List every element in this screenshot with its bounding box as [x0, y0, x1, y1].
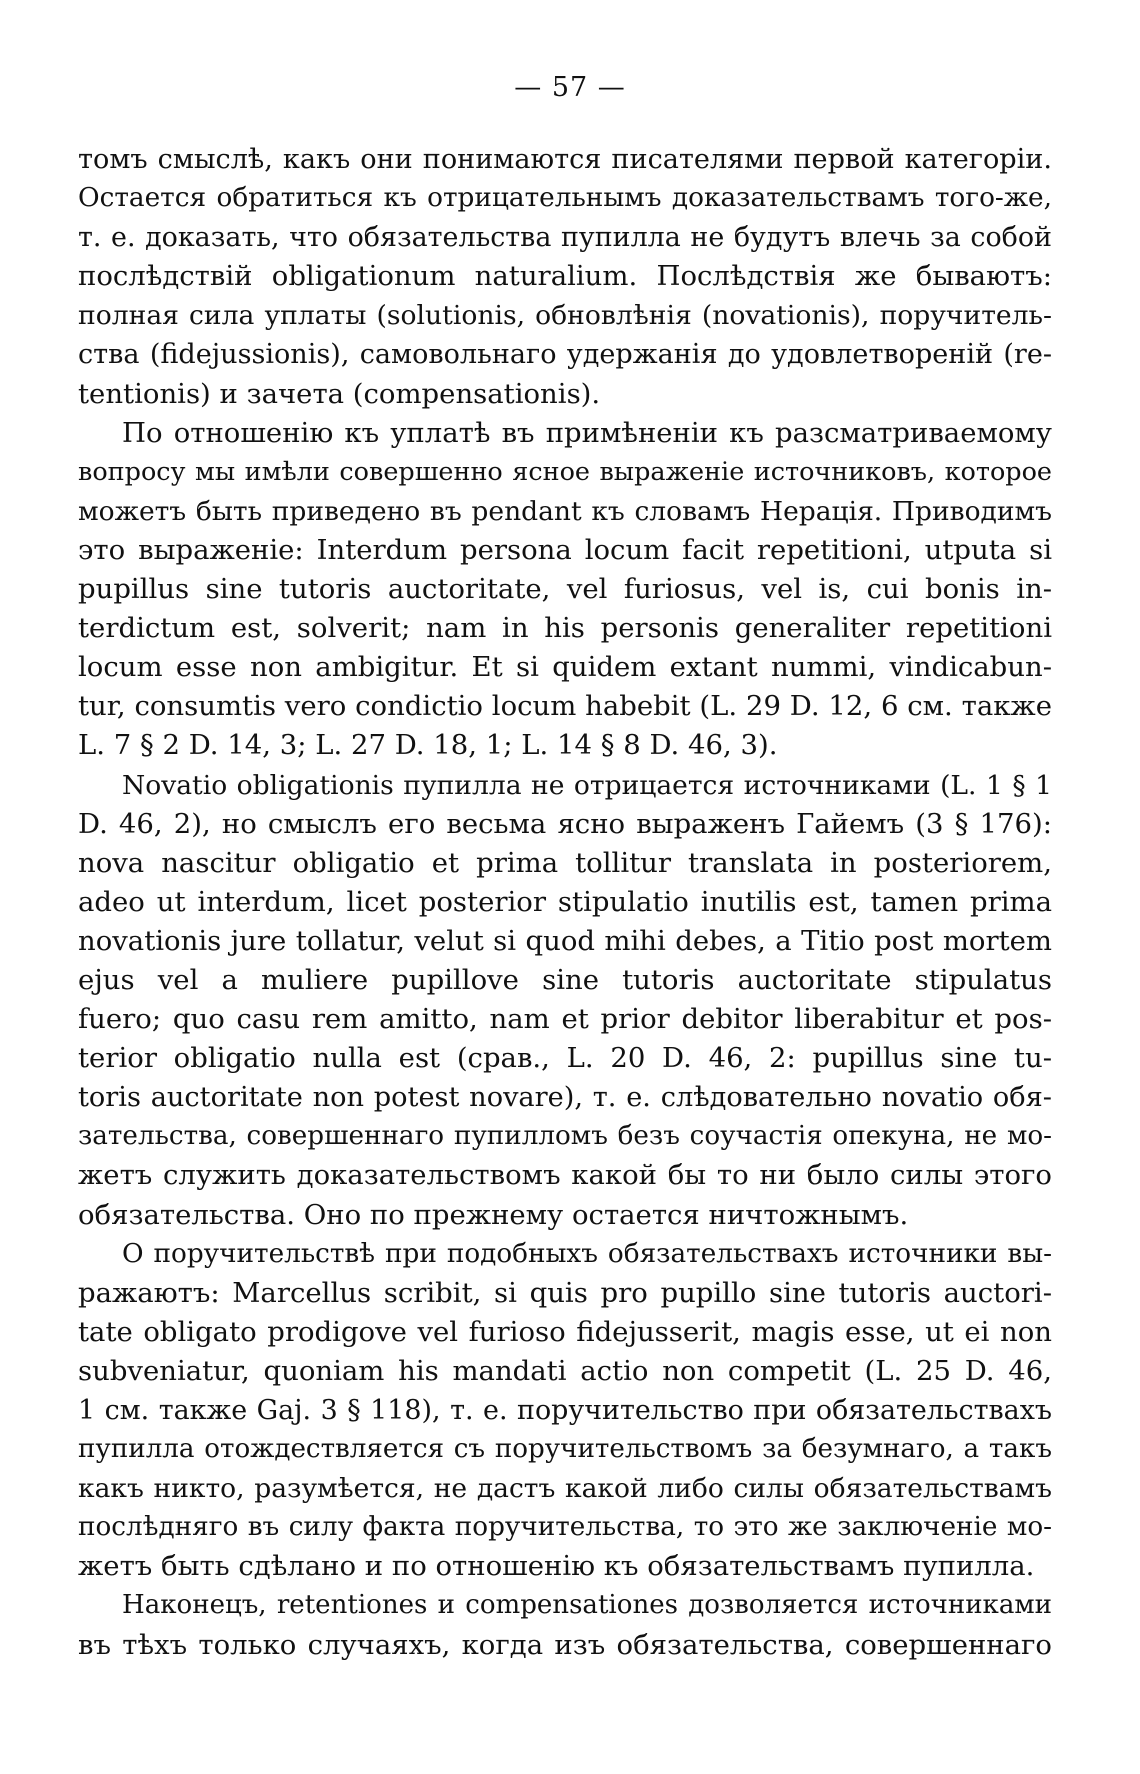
text-line: pupillus sine tutoris auctoritate, vel furiosus, vel is, cui bonis in- [78, 573, 1052, 606]
text-line: locum esse non ambigitur. Et si quidem extant nummi, vindicabun- [78, 651, 1052, 684]
text-line: tate obligato prodigove vel furioso fidejusserit, magis esse, ut ei non [78, 1315, 1052, 1348]
body-text [78, 140, 1052, 1665]
text-line: какъ никто, разумѣется, не дастъ какой либо силы обязательствамъ [78, 1473, 1052, 1505]
text-line: subveniatur, quoniam his mandati actio non competit (L. 25 D. 46, [78, 1354, 1052, 1387]
text-line: зательства, совершеннаго пупилломъ безъ соучастія опекуна, не мо- [78, 1121, 1052, 1152]
text-line: nova nascitur obligatio et prima tollitur translata in posteriorem, [78, 846, 1052, 879]
text-line: terdictum est, solverit; nam in his personis generaliter repetitioni [78, 612, 1052, 645]
text-line: томъ смыслѣ, какъ они понимаются писателями первой категоріи. [78, 144, 1052, 175]
page-number: — 57 — [514, 72, 626, 103]
text-line: это выраженіе: Interdum persona locum facit repetitioni, utputa si [78, 533, 1052, 566]
text-line: жетъ служить доказательствомъ какой бы то ни было силы этого [78, 1159, 1052, 1192]
paragraph-1 [78, 140, 1052, 414]
text-line: tentionis) и зачета (compensationis). [78, 377, 601, 410]
text-line: обязательства. Оно по прежнему остается ничтожнымъ. [78, 1198, 909, 1231]
text-line: послѣдняго въ силу факта поручительства, то это же заключеніе мо- [78, 1512, 1052, 1543]
text-line: ства (fidejussionis), самовольнаго удержанія до удовлетвореній (re- [78, 339, 1052, 371]
text-line: toris auctoritate non potest novare), т. е. слѣдовательно novatio обя- [78, 1082, 1052, 1114]
text-line: adeo ut interdum, licet posterior stipulatio inutilis est, tamen prima [78, 885, 1052, 918]
text-line: tur, consumtis vero condictio locum habebit (L. 29 D. 12, 6 см. также [78, 690, 1052, 723]
text-line: вопросу мы имѣли совершенно ясное выраженіе источниковъ, которое [78, 456, 1052, 487]
text-line: D. 46, 2), но смыслъ его весьма ясно выраженъ Гайемъ (3 § 176): [78, 807, 1052, 840]
text-line: Novatio obligationis пупилла не отрицается источниками (L. 1 § 1 [122, 769, 1052, 801]
text-line: пупилла отождествляется съ поручительствомъ за безумнаго, а такъ [78, 1434, 1052, 1465]
text-line: послѣдствій obligationum naturalium. Послѣдствія же бываютъ: [78, 260, 1052, 293]
text-line: novationis jure tollatur, velut si quod mihi debes, a Titio post mortem [78, 924, 1052, 957]
paragraph-2 [78, 414, 1052, 766]
text-line: 1 см. также Gaj. 3 § 118), т. е. поручительство при обязательствахъ [78, 1395, 1052, 1426]
text-line: въ тѣхъ только случаяхъ, когда изъ обязательства, совершеннаго [78, 1628, 1052, 1661]
text-line: Наконецъ, retentiones и compensationes дозволяется источниками [122, 1590, 1052, 1621]
text-line: т. е. доказать, что обязательства пупилла не будутъ влечь за собой [78, 222, 1052, 254]
paragraph-5 [78, 1586, 1052, 1664]
text-line: По отношенію къ уплатѣ въ примѣненіи къ разсматриваемому [122, 416, 1052, 449]
text-line: ражаютъ: Marcellus scribit, si quis pro pupillo sine tutoris auctori- [78, 1276, 1052, 1309]
paragraph-3 [78, 766, 1052, 1235]
text-line: Остается обратиться къ отрицательнымъ доказательствамъ того-же, [78, 183, 1052, 214]
text-line: полная сила уплаты (solutionis, обновлѣнія (novationis), поручитель- [78, 300, 1052, 332]
text-line: L. 7 § 2 D. 14, 3; L. 27 D. 18, 1; L. 14 § 8 D. 46, 3). [78, 729, 778, 762]
text-line: О поручительствѣ при подобныхъ обязательствахъ источники вы- [122, 1238, 1052, 1269]
text-line: можетъ быть приведено въ pendant къ словамъ Нерація. Приводимъ [78, 495, 1052, 527]
paragraph-4 [78, 1235, 1052, 1587]
text-line: terior obligatio nulla est (срав., L. 20 D. 46, 2: pupillus sine tu- [78, 1042, 1052, 1075]
text-line: fuero; quo casu rem amitto, nam et prior debitor liberabitur et pos- [78, 1003, 1052, 1036]
text-line: жетъ быть сдѣлано и по отношенію къ обязательствамъ пупилла. [78, 1550, 1035, 1583]
text-line: ejus vel a muliere pupillove sine tutoris auctoritate stipulatus [78, 963, 1052, 996]
